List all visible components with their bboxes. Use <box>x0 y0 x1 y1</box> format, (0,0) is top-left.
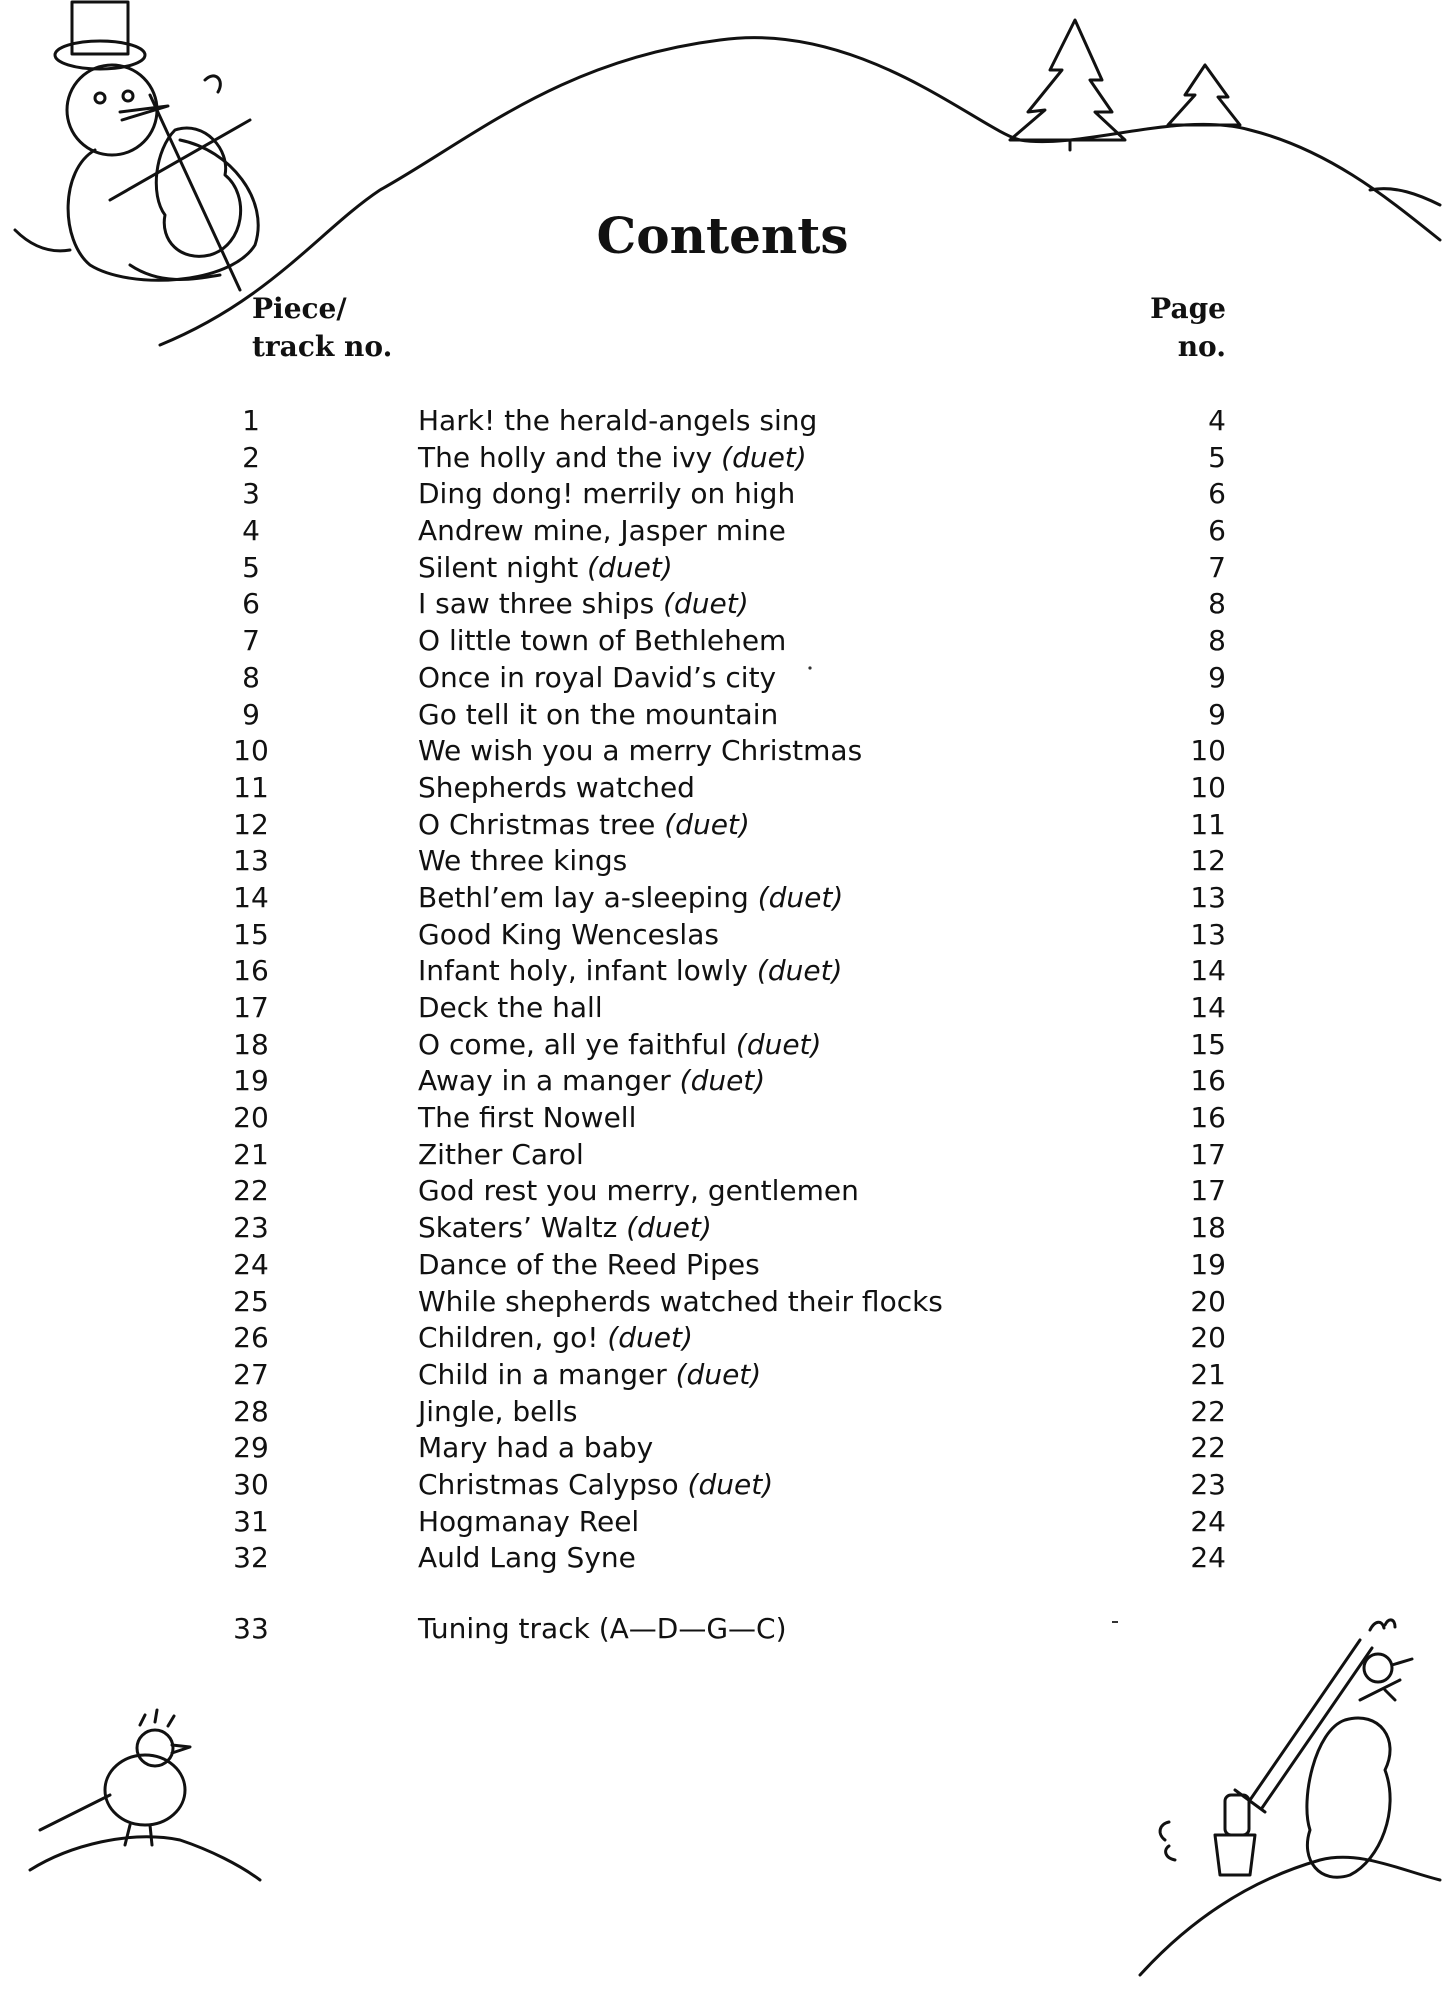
track-title <box>418 1430 653 1467</box>
bird-illustration <box>30 1710 260 1880</box>
track-title-text: Infant holy, infant lowly <box>418 954 748 988</box>
page-number: 5 <box>1208 440 1226 474</box>
track-number: 29 <box>233 1431 269 1465</box>
track-number: 5 <box>242 550 260 584</box>
duet-label: (duet) <box>687 1467 774 1501</box>
contents-row <box>0 1467 1445 1504</box>
track-title-text: Hogmanay Reel <box>418 1504 640 1538</box>
track-number: 3 <box>242 477 260 511</box>
track-number: 2 <box>242 440 260 474</box>
track-title <box>418 953 842 990</box>
contents-row <box>0 807 1445 844</box>
contents-row <box>0 1210 1445 1247</box>
contents-row <box>0 403 1445 440</box>
track-title-text: Dance of the Reed Pipes <box>418 1247 760 1281</box>
track-title <box>418 1540 636 1577</box>
track-number: 7 <box>242 624 260 658</box>
track-number: 31 <box>233 1504 269 1538</box>
track-number: 30 <box>233 1467 269 1501</box>
contents-row <box>0 697 1445 734</box>
contents-row <box>0 990 1445 1027</box>
track-title <box>418 807 750 844</box>
track-title-text: Good King Wenceslas <box>418 917 719 951</box>
duet-label: (duet) <box>607 1321 693 1355</box>
track-title <box>418 1100 636 1137</box>
track-number: 6 <box>242 587 260 621</box>
track-title <box>418 623 786 660</box>
contents-row <box>0 770 1445 807</box>
page-number: 16 <box>1190 1101 1226 1135</box>
page-number: 20 <box>1190 1284 1226 1318</box>
track-title-text: Silent night <box>418 550 579 584</box>
page-number: 16 <box>1190 1064 1226 1098</box>
track-title-text: O Christmas tree <box>418 807 656 841</box>
track-title <box>418 770 695 807</box>
track-number: 15 <box>233 917 269 951</box>
track-title-text: Deck the hall <box>418 991 603 1024</box>
track-title <box>418 550 673 587</box>
contents-row <box>0 1173 1445 1210</box>
duet-label: (duet) <box>664 807 750 841</box>
track-title <box>418 1027 821 1064</box>
column-header-track-line2: track no. <box>252 330 393 363</box>
track-title <box>418 1394 578 1431</box>
track-number: 20 <box>233 1101 269 1135</box>
contents-row <box>0 1320 1445 1357</box>
track-title <box>418 513 786 550</box>
contents-row <box>0 1284 1445 1321</box>
track-number: 21 <box>233 1137 269 1171</box>
track-title-text: Skaters’ Waltz <box>418 1211 618 1245</box>
track-title-text: The holly and the ivy <box>418 440 713 474</box>
duet-label: (duet) <box>587 550 673 584</box>
track-title-text: While shepherds watched their flocks <box>418 1284 943 1318</box>
track-title-text: Zither Carol <box>418 1137 584 1171</box>
track-number: 14 <box>233 880 269 914</box>
duet-label: (duet) <box>626 1211 712 1245</box>
page-number: 10 <box>1190 734 1226 768</box>
track-title-text: We three kings <box>418 844 628 878</box>
track-title-text: Christmas Calypso <box>418 1467 679 1501</box>
track-title-text: Bethl’em lay a-sleeping <box>418 880 749 914</box>
page-number: 9 <box>1208 660 1226 694</box>
track-number: 1 <box>242 404 260 437</box>
track-title-text: Mary had a baby <box>418 1431 654 1465</box>
track-number: 10 <box>233 734 269 768</box>
page-number: 11 <box>1190 807 1226 841</box>
track-title <box>418 1137 584 1174</box>
track-title-text: Andrew mine, Jasper mine <box>418 514 786 548</box>
contents-row <box>0 1394 1445 1431</box>
track-number: 32 <box>233 1541 269 1575</box>
page-number: 17 <box>1190 1174 1226 1208</box>
track-number: 16 <box>233 954 269 988</box>
page-number: 12 <box>1190 844 1226 878</box>
page-title: Contents <box>596 205 849 265</box>
column-header-page <box>1100 290 1226 366</box>
track-title-text: Hark! the herald-angels sing <box>418 404 818 437</box>
page-number: 23 <box>1190 1467 1226 1501</box>
track-number: 27 <box>233 1357 269 1391</box>
track-number: 25 <box>233 1284 269 1318</box>
page-number: 20 <box>1190 1321 1226 1355</box>
track-title <box>418 1063 765 1100</box>
track-number: 28 <box>233 1394 269 1428</box>
page-number: 7 <box>1208 550 1226 584</box>
track-title <box>418 1504 639 1541</box>
contents-row <box>0 1027 1445 1064</box>
page-number: 8 <box>1208 587 1226 621</box>
page-number: 22 <box>1190 1394 1226 1428</box>
track-title-text: Ding dong! merrily on high <box>418 477 796 511</box>
contents-row <box>0 476 1445 513</box>
track-title-text: The first Nowell <box>418 1101 637 1135</box>
track-title <box>418 733 862 770</box>
track-title <box>418 697 778 734</box>
track-title-text: Children, go! <box>418 1321 599 1355</box>
track-title <box>418 990 603 1027</box>
track-title-text: Child in a manger <box>418 1357 667 1391</box>
duet-label: (duet) <box>735 1027 822 1061</box>
duet-label: (duet) <box>721 440 807 474</box>
page-number: 4 <box>1208 404 1226 437</box>
contents-row <box>0 1063 1445 1100</box>
duet-label: (duet) <box>757 880 844 914</box>
track-title-text: Away in a manger <box>418 1064 671 1098</box>
track-number: 9 <box>242 697 260 731</box>
track-title <box>418 660 776 697</box>
page-number: 19 <box>1190 1247 1226 1281</box>
contents-row <box>0 880 1445 917</box>
track-title-text: Once in royal David’s city <box>418 660 777 694</box>
duet-label: (duet) <box>663 587 749 621</box>
track-title <box>418 1467 773 1504</box>
contents-row <box>0 1357 1445 1394</box>
page-number: 22 <box>1190 1431 1226 1465</box>
track-title <box>418 476 795 513</box>
track-title <box>418 440 807 477</box>
track-number: 33 <box>233 1612 269 1645</box>
track-title-text: O little town of Bethlehem <box>418 624 787 658</box>
track-title-text: O come, all ye faithful <box>418 1027 727 1061</box>
page-number: 10 <box>1190 770 1226 804</box>
track-title <box>418 1247 760 1284</box>
track-title-text: I saw three ships <box>418 587 655 621</box>
track-title <box>418 586 749 623</box>
track-title-text: Go tell it on the mountain <box>418 697 779 731</box>
track-title <box>418 1320 693 1357</box>
page-number: 17 <box>1190 1137 1226 1171</box>
track-title-text: We wish you a merry Christmas <box>418 734 863 768</box>
track-title <box>418 1210 712 1247</box>
pine-trees-illustration <box>1010 20 1240 150</box>
contents-row <box>0 1137 1445 1174</box>
track-number: 12 <box>233 807 269 841</box>
track-title <box>418 403 817 440</box>
page-number: 9 <box>1208 697 1226 731</box>
contents-row <box>0 1504 1445 1541</box>
contents-row <box>0 917 1445 954</box>
column-header-page-line1: Page <box>1150 292 1226 325</box>
contents-row <box>0 513 1445 550</box>
track-number: 17 <box>233 991 269 1024</box>
hill-outline-right <box>1370 189 1440 205</box>
track-title <box>418 1173 859 1210</box>
page-number: 24 <box>1190 1504 1226 1538</box>
track-number: 13 <box>233 844 269 878</box>
contents-row <box>0 733 1445 770</box>
track-number: 22 <box>233 1174 269 1208</box>
page-number: 6 <box>1208 514 1226 548</box>
contents-row <box>0 1100 1445 1137</box>
track-number: 19 <box>233 1064 269 1098</box>
contents-row <box>0 1430 1445 1467</box>
sword-and-cello-illustration <box>1140 1620 1440 1975</box>
contents-row <box>0 550 1445 587</box>
contents-row <box>0 623 1445 660</box>
track-number: 26 <box>233 1321 269 1355</box>
track-title-text: Shepherds watched <box>418 770 695 804</box>
track-title-text: God rest you merry, gentlemen <box>418 1174 859 1208</box>
column-header-page-line2: no. <box>1177 330 1226 363</box>
contents-row <box>0 1540 1445 1577</box>
track-title <box>418 880 843 917</box>
track-number: 11 <box>233 770 269 804</box>
page-number: 21 <box>1190 1357 1226 1391</box>
page-number: 18 <box>1190 1211 1226 1245</box>
contents-row <box>0 1247 1445 1284</box>
duet-label: (duet) <box>756 954 843 988</box>
page-number: 14 <box>1190 991 1226 1024</box>
contents-row <box>0 586 1445 623</box>
column-header-track <box>252 290 392 366</box>
page-number: 15 <box>1190 1027 1226 1061</box>
contents-row <box>0 660 1445 697</box>
contents-list <box>0 403 1445 1577</box>
track-number: 18 <box>233 1027 269 1061</box>
track-title <box>418 1284 943 1321</box>
page-number: 14 <box>1190 954 1226 988</box>
track-title-text: Jingle, bells <box>418 1394 578 1428</box>
track-title <box>418 917 719 954</box>
column-header-track-line1: Piece/ <box>252 292 347 325</box>
page-number: 24 <box>1190 1541 1226 1575</box>
track-number: 24 <box>233 1247 269 1281</box>
duet-label: (duet) <box>675 1357 762 1391</box>
tuning-track-row <box>0 1611 1445 1648</box>
page-number: 6 <box>1208 477 1226 511</box>
track-title <box>418 843 627 880</box>
page-number: 8 <box>1208 624 1226 658</box>
track-title-text: Auld Lang Syne <box>418 1541 636 1575</box>
contents-row <box>0 953 1445 990</box>
track-number: 23 <box>233 1211 269 1245</box>
page-number: 13 <box>1190 917 1226 951</box>
track-number: 8 <box>242 660 260 694</box>
page-number: 13 <box>1190 880 1226 914</box>
contents-row <box>0 843 1445 880</box>
track-title <box>418 1357 761 1394</box>
track-title: Tuning track (A—D—G—C) <box>418 1612 787 1645</box>
duet-label: (duet) <box>679 1064 766 1098</box>
contents-row <box>0 440 1445 477</box>
track-number: 4 <box>242 514 260 548</box>
